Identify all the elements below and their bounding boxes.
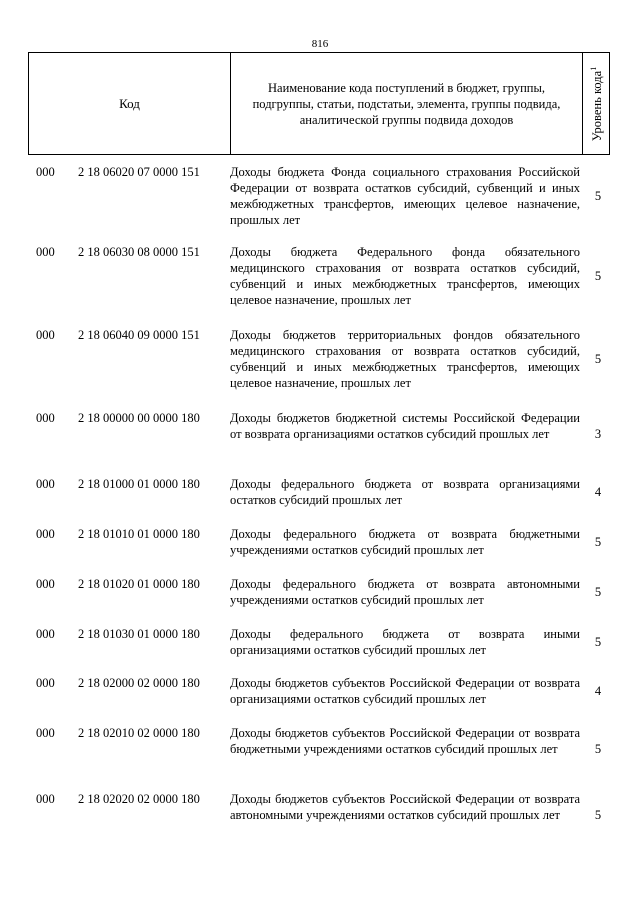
income-name: Доходы бюджетов субъектов Российской Федерации от возврата автономными учреждениями остатков субсидий прошлых лет [230,792,580,822]
admin-code: 000 [36,165,55,179]
code-level: 5 [594,808,602,822]
code-level: 4 [594,684,602,698]
header-level-label: Уровень кода [590,70,605,141]
income-code: 2 18 02000 02 0000 180 [78,676,200,690]
code-level: 5 [594,352,602,366]
table-header [28,52,610,155]
income-code: 2 18 02020 02 0000 180 [78,792,200,806]
income-name: Доходы федерального бюджета от возврата автономными учреждениями остатков субсидий прошлых лет [230,577,580,607]
income-code: 2 18 01000 01 0000 180 [78,477,200,491]
code-level: 3 [594,427,602,441]
admin-code: 000 [36,411,55,425]
income-name: Доходы бюджетов территориальных фондов обязательного медицинского страхования от возврата остатков субсидий, субвенций и иных межбюджетных трансфертов, имеющих целевое назначение, прошлых лет [230,328,580,390]
code-level: 5 [594,585,602,599]
income-code: 2 18 06020 07 0000 151 [78,165,200,179]
header-level [584,53,610,154]
admin-code: 000 [36,627,55,641]
admin-code: 000 [36,328,55,342]
income-name: Доходы бюджетов субъектов Российской Федерации от возврата бюджетными учреждениями остатков субсидий прошлых лет [230,726,580,756]
admin-code: 000 [36,245,55,259]
header-name: Наименование кода поступлений в бюджет, группы, подгруппы, статьи, подстатьи, элемента, группы подвида, аналитической группы подвида доходов [230,53,583,154]
code-level: 5 [594,742,602,756]
header-code: Код [119,95,140,111]
income-code: 2 18 01010 01 0000 180 [78,527,200,541]
admin-code: 000 [36,477,55,491]
admin-code: 000 [36,676,55,690]
income-code: 2 18 06030 08 0000 151 [78,245,200,259]
code-level: 5 [594,269,602,283]
code-level: 4 [594,485,602,499]
income-name: Доходы бюджета Фонда социального страхования Российской Федерации от возврата остатков субсидий, субвенций и иных межбюджетных трансфертов, имеющих целевое назначение, прошлых лет [230,165,580,227]
income-code: 2 18 02010 02 0000 180 [78,726,200,740]
code-level: 5 [594,189,602,203]
code-level: 5 [594,535,602,549]
page-number: 816 [311,38,329,50]
income-name: Доходы федерального бюджета от возврата иными организациями остатков субсидий прошлых лет [230,627,580,657]
income-code: 2 18 00000 00 0000 180 [78,411,200,425]
admin-code: 000 [36,726,55,740]
admin-code: 000 [36,577,55,591]
admin-code: 000 [36,792,55,806]
income-code: 2 18 01030 01 0000 180 [78,627,200,641]
income-name: Доходы федерального бюджета от возврата бюджетными учреждениями остатков субсидий прошлых лет [230,527,580,557]
income-name: Доходы бюджетов бюджетной системы Российской Федерации от возврата организациями остатков субсидий прошлых лет [230,411,580,441]
income-name: Доходы федерального бюджета от возврата организациями остатков субсидий прошлых лет [230,477,580,507]
income-code: 2 18 06040 09 0000 151 [78,328,200,342]
code-level: 5 [594,635,602,649]
admin-code: 000 [36,527,55,541]
header-level-footnote: 1 [588,66,598,71]
income-name: Доходы бюджетов субъектов Российской Федерации от возврата организациями остатков субсидий прошлых лет [230,676,580,706]
income-name: Доходы бюджета Федерального фонда обязательного медицинского страхования от возврата остатков субсидий, субвенций и иных межбюджетных трансфертов, имеющих целевое назначение, прошлых лет [230,245,580,307]
income-code: 2 18 01020 01 0000 180 [78,577,200,591]
